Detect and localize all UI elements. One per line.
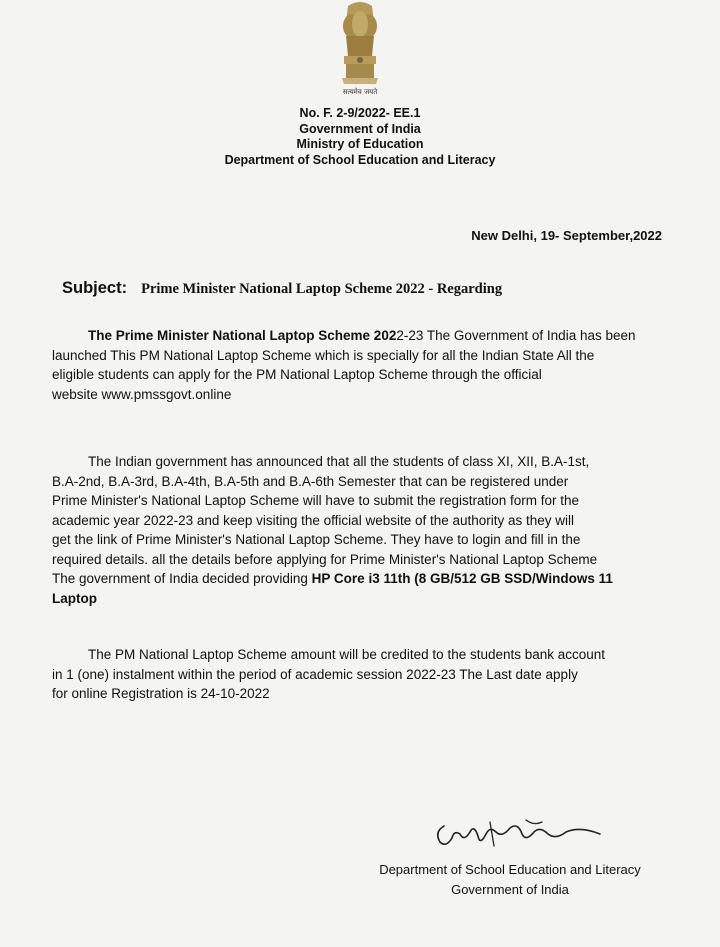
letter-date: New Delhi, 19- September,2022: [471, 228, 662, 243]
letter-header: [150, 106, 570, 168]
para3-line2: in 1 (one) instalment within the period of academic session 2022-23 The Last date apply: [52, 666, 578, 682]
paragraph-3: [52, 645, 692, 704]
para3-line3: for online Registration is 24-10-2022: [52, 686, 270, 701]
para2-line5: get the link of Prime Minister's National Laptop Scheme. They have to login and fill in the: [52, 532, 581, 547]
subject-text: Prime Minister National Laptop Scheme 2022 - Regarding: [141, 281, 503, 297]
paragraph-1: [52, 326, 692, 404]
para2-line2: B.A-2nd, B.A-3rd, B.A-4th, B.A-5th and B.A-6th Semester that can be registered under: [52, 473, 569, 489]
para3-line1: The PM National Laptop Scheme amount will be credited to the students bank account: [88, 647, 606, 662]
para2-line3: Prime Minister's National Laptop Scheme will have to submit the registration form for the: [52, 493, 580, 508]
para2-line6: required details. all the details before applying for Prime Minister's National Laptop Scheme: [52, 551, 598, 567]
para1-line1: 2-23 The Government of India has been: [396, 328, 636, 343]
signature-block: [340, 860, 680, 900]
para2-line4: academic year 2022-23 and keep visiting the official website of the authority as they will: [52, 512, 575, 528]
file-number: No. F. 2-9/2022- EE.1: [299, 106, 421, 120]
para2-line1: The Indian government has announced that all the students of class XI, XII, B.A-1st,: [88, 454, 590, 469]
national-emblem-icon: [328, 0, 392, 96]
paragraph-2: [52, 452, 692, 608]
para1-line2: launched This PM National Laptop Scheme which is specially for all the Indian State All the: [52, 347, 595, 363]
para1-line3: eligible students can apply for the PM National Laptop Scheme through the official: [52, 367, 542, 382]
sign-department: Department of School Education and Literacy: [379, 862, 641, 877]
sign-government: Government of India: [451, 882, 569, 897]
ministry-name: Ministry of Education: [296, 137, 424, 151]
emblem-motto: सत्यमेव जयते: [342, 88, 378, 96]
government-name: Government of India: [299, 121, 421, 136]
laptop-spec: HP Core i3 11th (8 GB/512 GB SSD/Windows 11: [311, 571, 613, 586]
subject-line: [62, 279, 502, 298]
para2-line7: The government of India decided providing: [52, 571, 312, 586]
signature: [430, 812, 620, 856]
para1-line4: website www.pmssgovt.online: [52, 386, 232, 402]
para1-bold-lead: The Prime Minister National Laptop Scheme 202: [88, 328, 397, 343]
subject-label: Subject:: [62, 279, 128, 297]
para2-line8: Laptop: [52, 590, 97, 606]
department-name: Department of School Education and Literacy: [224, 152, 496, 167]
